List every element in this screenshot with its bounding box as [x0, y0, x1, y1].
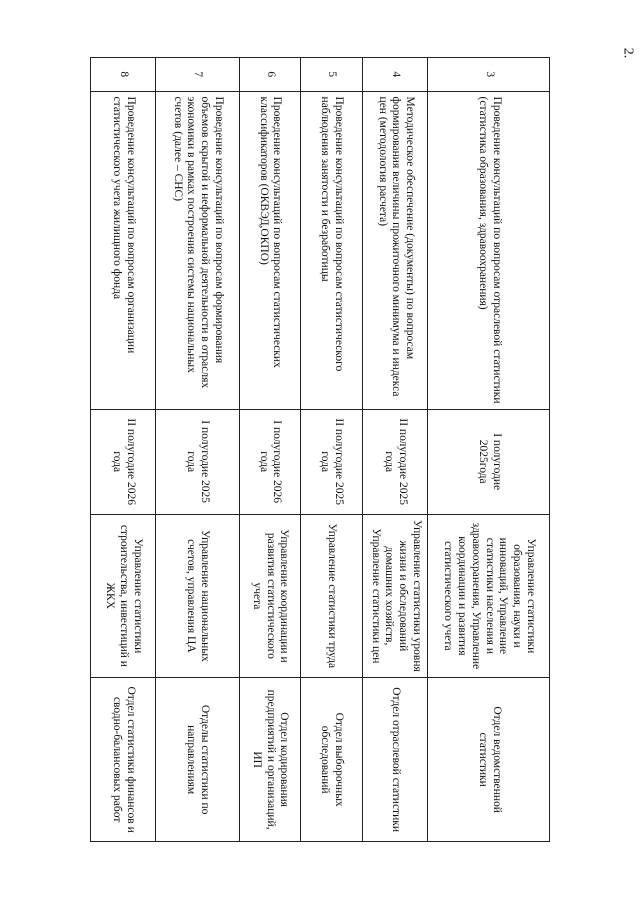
executor-cell: Управление национальных счетов, управления ЦА [155, 514, 239, 678]
term-cell: II полугодие 2026 года [91, 409, 156, 514]
task-cell: Проведение консультаций по вопросам отраслевой статистики (статистика образования, здравоохранения) [428, 91, 550, 409]
row-number: 4 [363, 58, 428, 92]
department-cell: Отдел статистики финансов и сводно-балансовых работ [91, 678, 156, 842]
department-cell: Отдел ведомственной статистики [428, 678, 550, 842]
department-cell: Отдел отраслевой статистики [363, 678, 428, 842]
table-row [155, 58, 239, 842]
task-cell: Проведение консультаций по вопросам статистических классификаторов (ОКВЭД,ОКПО) [239, 91, 300, 409]
term-cell: I полугодие 2026 года [239, 409, 300, 514]
rotated-table-sheet [90, 57, 550, 842]
row-number: 5 [300, 58, 363, 92]
department-cell: Отдел кодирования предприятий и организаций, ИП [239, 678, 300, 842]
task-cell: Проведение консультаций по вопросам формирования объемов скрытой и неформальной деятельности в отраслях экономики в рамках построения системы национальных счетов (далее – СНС) [155, 91, 239, 409]
task-cell: Проведение консультаций по вопросам организации статистического учета жилищного фонда [91, 91, 156, 409]
task-cell: Проведение консультаций по вопросам статистического наблюдения занятости и безработицы [300, 91, 363, 409]
department-cell: Отдел выборочных обследований [300, 678, 363, 842]
executor-cell: Управление статистики строительства, инвестиций и ЖКХ [91, 514, 156, 678]
table-row [363, 58, 428, 842]
executor-cell: Управление координации и развития статистического учета [239, 514, 300, 678]
table-row [91, 58, 156, 842]
table-row [239, 58, 300, 842]
executor-cell: Управление статистики уровня жизни и обследований домашних хозяйств, Управление статистики цен [363, 514, 428, 678]
term-cell: II полугодие 2025 года [300, 409, 363, 514]
term-cell: I полугодие 2025 года [155, 409, 239, 514]
task-cell: Методическое обеспечение (документы) по вопросам формирования величины прожиточного минимума и индекса цен (методология расчета) [363, 91, 428, 409]
row-number: 8 [91, 58, 156, 92]
row-number: 6 [239, 58, 300, 92]
executor-cell: Управление статистики труда [300, 514, 363, 678]
term-cell: I полугодие 2025года [428, 409, 550, 514]
row-number: 7 [155, 58, 239, 92]
plan-table [90, 57, 550, 842]
term-cell: II полугодие 2025 года [363, 409, 428, 514]
table-row [428, 58, 550, 842]
page-number: 2. [619, 47, 635, 59]
row-number: 3 [428, 58, 550, 92]
executor-cell: Управление статистики образования, науки и инноваций, Управление статистики населения и здравоохранения, Управление координации и развития статистического учета [428, 514, 550, 678]
department-cell: Отделы статистики по направлениям [155, 678, 239, 842]
table-row [300, 58, 363, 842]
